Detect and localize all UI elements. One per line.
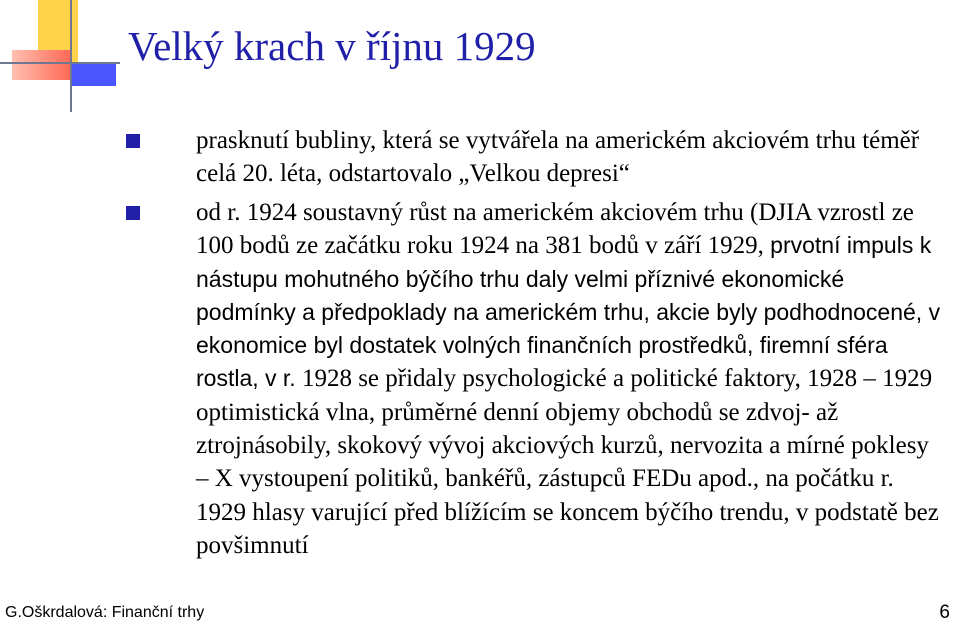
page-number: 6 xyxy=(939,602,950,623)
square-bullet-icon xyxy=(126,134,140,148)
deco-vertical-line xyxy=(70,0,72,112)
decorative-corner-graphic xyxy=(0,0,120,120)
bullet-text-serif-part: 1928 se přidaly psychologické a politické faktory, 1928 – 1929 optimistická vlna, průměrné denní objemy obchodů se zdvoj- až ztrojnásobily, skokový vývoj akciových kurzů, nervozita a mírné poklesy – X vystoupení politiků, bankéřů, zástupců FEDu apod., na počátku r. 1929 hlasy varující před blížícím se koncem býčího trendu, v podstatě bez povšimnutí xyxy=(196,365,939,559)
square-bullet-icon xyxy=(126,206,140,220)
bullet-text xyxy=(196,196,946,562)
deco-red-square xyxy=(12,50,70,80)
deco-horizontal-line xyxy=(0,62,120,64)
deco-blue-square xyxy=(70,64,116,86)
slide-title: Velký krach v říjnu 1929 xyxy=(128,23,536,69)
bullet-text-sans-part: prvotní impuls k nástupu mohutného býčího trhu daly velmi příznivé ekonomické podmínky a předpoklady na americkém trhu, akcie byly podhodnocené, v ekonomice byl dostatek volných finančních prostředků, firemní sféra rostla, v r. xyxy=(196,232,941,392)
bullet-text-serif-part: od r. 1924 soustavný růst na americkém akciovém trhu (DJIA vzrostl ze 100 bodů ze začátku roku 1924 na 381 bodů v září 1929, xyxy=(196,199,914,260)
footer-author: G.Oškrdalová: Finanční trhy xyxy=(5,604,205,621)
bullet-text: prasknutí bubliny, která se vytvářela na americkém akciovém trhu téměř celá 20. léta, odstartovalo „Velkou depresi“ xyxy=(196,127,920,188)
